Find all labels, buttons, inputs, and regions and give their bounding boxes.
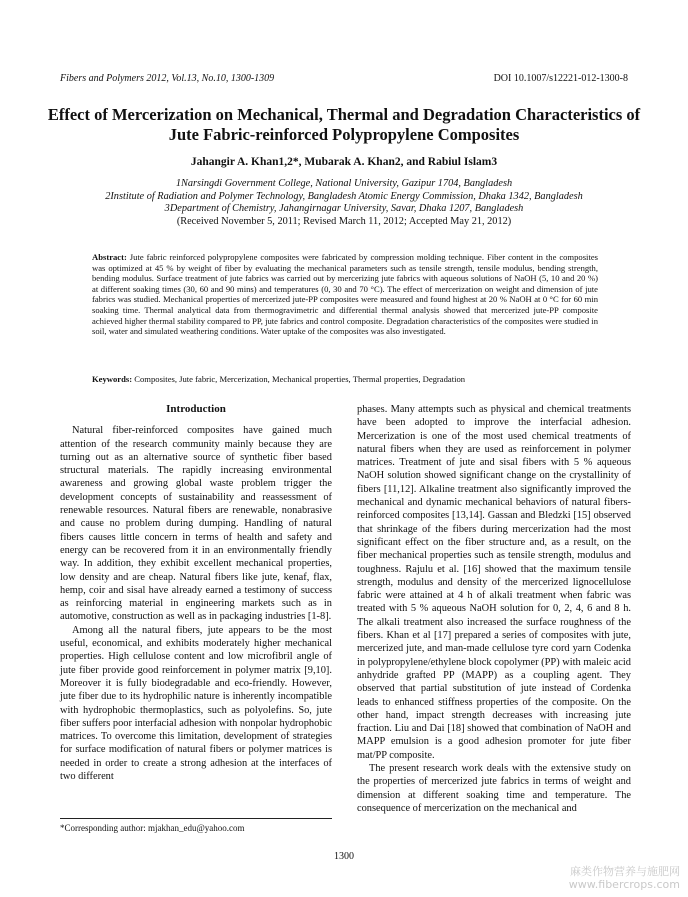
affiliation-3: 3Department of Chemistry, Jahangirnagar University, Savar, Dhaka 1207, Bangladesh — [164, 203, 524, 214]
left-column — [60, 403, 332, 783]
page-number: 1300 — [334, 851, 354, 862]
footnote-divider — [60, 818, 332, 819]
doi: DOI 10.1007/s12221-012-1300-8 — [493, 73, 628, 84]
author-list: Jahangir A. Khan1,2*, Mubarak A. Khan2, and Rabiul Islam3 — [190, 156, 498, 168]
corresponding-author-footnote: *Corresponding author: mjakhan_edu@yahoo.com — [60, 823, 245, 833]
watermark-line-2: www.fibercrops.com — [568, 878, 680, 891]
paragraph: The present research work deals with the extensive study on the properties of mercerized jute fabrics in terms of weight and dimension at different soaking time and temperature. The consequence of mercerization on the mechanical and — [357, 763, 631, 814]
abstract-label: Abstract: — [92, 252, 127, 262]
right-column — [357, 403, 631, 815]
watermark-line-1: 麻类作物营养与施肥网 — [570, 865, 680, 878]
section-heading-introduction: Introduction — [166, 403, 226, 415]
keywords-label: Keywords: — [92, 374, 133, 384]
watermark — [569, 865, 680, 891]
abstract-text: Jute fabric reinforced polypropylene composites were fabricated by compression molding technique. Fiber content in the composites was optimized at 45 % by weight of fiber by evaluating the mechanical parameters such as tensile strength, tensile modulus, bending strength, bending modulus. Surface treatment of jute fabrics was carried out by mercerizing jute fabrics with aqueous solutions of NaOH (5, 10 and 20 %) at different soaking times (30, 60 and 90 mins) and temperatures (0, 30 and 70 °C). The effect of mercerization on weight and dimension of jute fabrics was studied. Mechanical properties of mercerized jute-PP composites were measured and found highest at 20 % NaOH at 0 °C for 60 min soaking time. Thermal analytical data from thermogravimetric and differential thermal analysis showed that mercerized jute-PP composite achieved higher thermal stability compared to PP, jute fabrics and control composite. Degradation characteristics of the composites were studied in soil, water and simulated weathering conditions. Water uptake of the composites was also investigated. — [92, 252, 598, 337]
paragraph: Natural fiber-reinforced composites have gained much attention of the research community mainly because they are turning out as an alternative source of synthetic fiber based structural materials. The rapidly increasing environmental awareness and growing global waste problem trigger the development concepts of sustainability and reassessment of renewable resources. Natural fibers are renewable, nonabrasive and cause no problem during dumping. Handling of natural fibers causes little concern in terms of health and safety and energy can be recovered from it in an environmentally friendly way. In addition, they exhibit excellent mechanical properties, low density and are cheap. Natural fibers like jute, kenaf, flax, hemp, coir and sisal have already earned a testimony of success as reinforcing material in engineering markets such as in automotive, construction as well as in packaging industries [1-8]. — [60, 425, 332, 623]
paper-title: Effect of Mercerization on Mechanical, Thermal and Degradation Characteristics of Jute Fabric-reinforced Polypropylene Composites — [47, 105, 641, 144]
received-dates: (Received November 5, 2011; Revised March 11, 2012; Accepted May 21, 2012) — [176, 215, 512, 227]
keywords — [92, 374, 598, 384]
keywords-text: Composites, Jute fabric, Mercerization, Mechanical properties, Thermal properties, Degradation — [134, 374, 466, 384]
journal-citation: Fibers and Polymers 2012, Vol.13, No.10, 1300-1309 — [60, 73, 275, 84]
paragraph: Among all the natural fibers, jute appears to be the most useful, economical, and exhibits moderately higher mechanical properties. High cellulose content and low microfibril angle of jute fiber provide good reinforcement in polymer matrix [9,10]. Moreover it is fully biodegradable and eco-friendly. However, jute fiber due to its hydrophilic nature is inherently incompatible with hydrophobic thermoplastics, such as polyolefins. So, jute fiber suffers poor interfacial adhesion with nonpolar hydrophobic matrices. To overcome this limitation, development of strategies for surface modification of natural fibers or polymer matrices is needed in order to create a strong adhesion at the interfaces of two different — [60, 624, 332, 783]
affiliation-1: 1Narsingdi Government College, National University, Gazipur 1704, Bangladesh — [175, 178, 513, 189]
affiliation-2: 2Institute of Radiation and Polymer Technology, Bangladesh Atomic Energy Commission, Dhaka 1342, Bangladesh — [105, 190, 583, 202]
affiliations — [30, 178, 658, 228]
abstract — [92, 252, 598, 337]
paragraph: phases. Many attempts such as physical and chemical treatments have been adopted to improve the interfacial adhesion. Mercerization is one of the most used chemical treatments of natural fibers when they are used as reinforcement in polymer matrices. Treatment of jute and sisal fibers with 5 % aqueous NaOH solution showed significant change on the crystallinity of fibers [11,12]. Alkaline treatment also significantly improved the mechanical and dynamic mechanical behaviors of natural fibers-reinforced composites [13,14]. Gassan and Bledzki [15] observed that shrinkage of the fibers during mercerization had the most significant effect on the fiber structure and, as a result, on the fiber mechanical properties such as tensile strength, modulus and toughness. Rajulu et al. [16] showed that the maximum tensile strength, modulus and density of the mercerized lignocellulose fabric were attained at 4 h of alkali treatment when fabric was treated with 5 % aqueous NaOH solution for 0, 2, 4, 6 and 8 h. The alkali treatment also increased the surface roughness of the fibers. Khan et al [17] prepared a series of composites with jute, mercerized jute, and man-made cellulose tyre cord yarn Codenka in polypropylene/ethylene block copolymer (PP) with maleic acid anhydride grafted PP (MAPP) as a coupling agent. They observed that partial substitution of jute instead of Cordenka leads to enhanced stiffness properties of the composite. On the other hand, impact strength decreases with increasing jute fraction. Liu and Dai [18] showed that combination of NaOH and MAPP emulsion is a good adhesion promoter for jute fiber mat/PP composite. — [357, 404, 631, 761]
